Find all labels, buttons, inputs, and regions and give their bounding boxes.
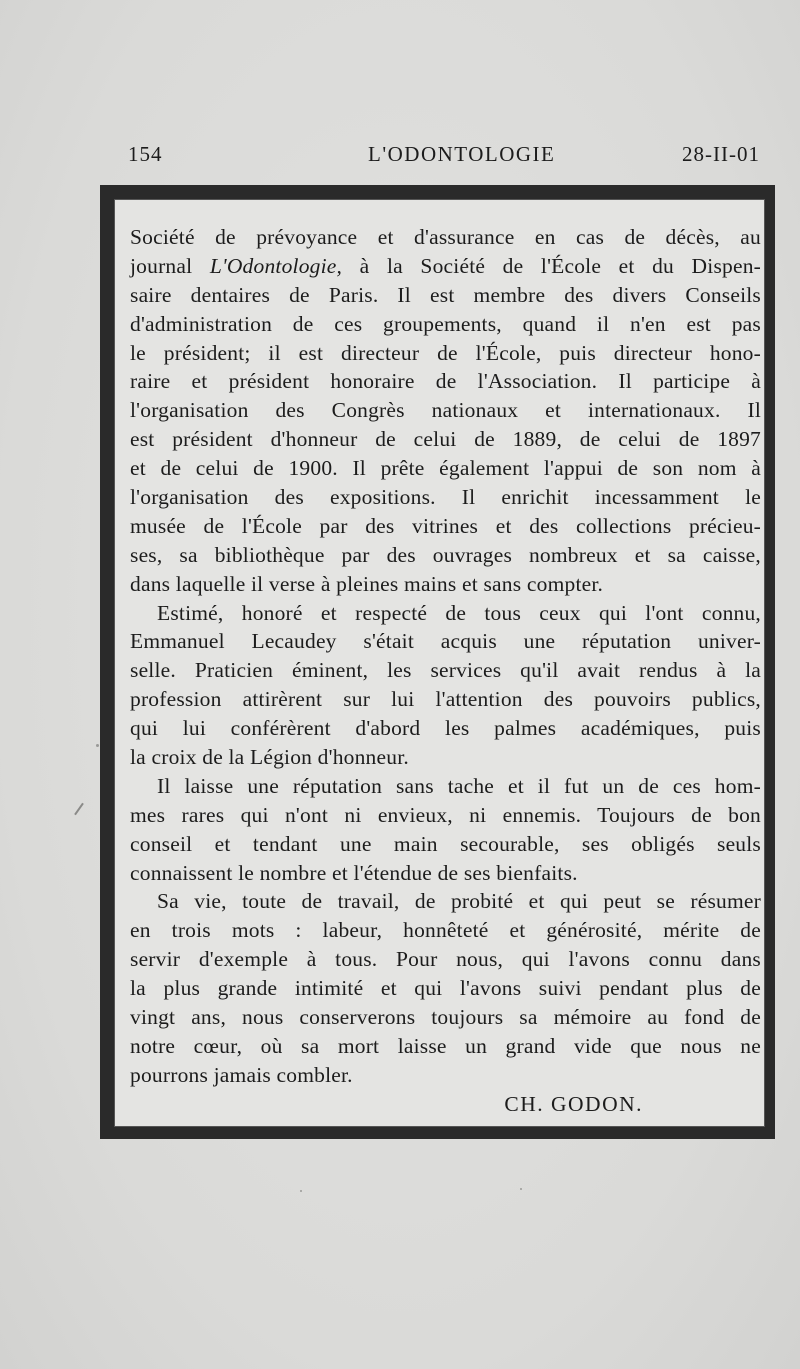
paragraph-start-line: Sa vie, toute de travail, de probité et qui peut se résumer (157, 889, 761, 914)
text-line: Société de prévoyance et d'assurance en cas de décès, au (130, 225, 761, 249)
obituary-text-block (130, 223, 761, 1127)
paper-speck (300, 1190, 302, 1192)
text-line: vingt ans, nous conserverons toujours sa mémoire au fond de (130, 1005, 761, 1030)
text-line: connaissent le nombre et l'étendue de ses bienfaits. (130, 860, 578, 885)
text-line: la croix de la Légion d'honneur. (130, 745, 409, 770)
text-line: la plus grande intimité et qui l'avons suivi pendant plus de (130, 976, 761, 1001)
text-line: notre cœur, où sa mort laisse un grand vide que nous ne (130, 1033, 761, 1058)
text-fragment: journal (130, 253, 193, 278)
text-line: ses, sa bibliothèque par des ouvrages nombreux et sa caisse, (130, 542, 761, 567)
text-line: profession attirèrent sur lui l'attention des pouvoirs publics, (130, 687, 761, 712)
text-line: l'organisation des expositions. Il enrichit incessamment le (130, 485, 761, 510)
journal-title: L'ODONTOLOGIE (368, 142, 556, 166)
paragraph-start-line: Il laisse une réputation sans tache et il fut un de ces hom- (157, 773, 761, 798)
running-header (128, 142, 760, 172)
author-signature: CH. GODON. (504, 1091, 643, 1116)
paper-speck (96, 744, 99, 747)
text-fragment: à la Société de l'École et du Dispen- (359, 253, 762, 278)
text-line: en trois mots : labeur, honnêteté et générosité, mérite de (130, 918, 761, 943)
text-line: saire dentaires de Paris. Il est membre des divers Conseils (130, 282, 761, 307)
text-line: mes rares qui n'ont ni envieux, ni ennemis. Toujours de bon (130, 802, 761, 827)
scan-mark (74, 803, 84, 816)
text-line: selle. Praticien éminent, les services qu'il avait rendus à la (130, 658, 761, 683)
text-line: le président; il est directeur de l'École, puis directeur hono- (130, 340, 761, 365)
text-line: conseil et tendant une main secourable, ses obligés seuls (130, 831, 761, 856)
text-line: dans laquelle il verse à pleines mains et sans compter. (130, 571, 604, 596)
text-line: qui lui conférèrent d'abord les palmes académiques, puis (130, 716, 761, 741)
text-line: Emmanuel Lecaudey s'était acquis une réputation univer- (130, 629, 761, 654)
page-number: 154 (128, 142, 163, 166)
text-line: pourrons jamais combler. (130, 1062, 353, 1087)
text-line: d'administration de ces groupements, quand il n'en est pas (130, 311, 761, 336)
text-line: est président d'honneur de celui de 1889, de celui de 1897 (130, 427, 761, 452)
text-line-with-italic (130, 252, 761, 281)
mourning-border-frame (100, 185, 775, 1139)
text-line: musée de l'École par des vitrines et des collections précieu- (130, 513, 761, 538)
text-line: et de celui de 1900. Il prête également l'appui de son nom à (130, 456, 761, 481)
paragraph-start-line: Estimé, honoré et respecté de tous ceux qui l'ont connu, (157, 600, 761, 625)
paper-speck (520, 1188, 522, 1190)
issue-date: 28-II-01 (682, 142, 760, 166)
text-line: servir d'exemple à tous. Pour nous, qui l'avons connu dans (130, 947, 761, 972)
journal-name-italic: L'Odontologie, (209, 253, 343, 278)
text-line: l'organisation des Congrès nationaux et internationaux. Il (130, 398, 761, 423)
text-line: raire et président honoraire de l'Association. Il participe à (130, 369, 761, 394)
